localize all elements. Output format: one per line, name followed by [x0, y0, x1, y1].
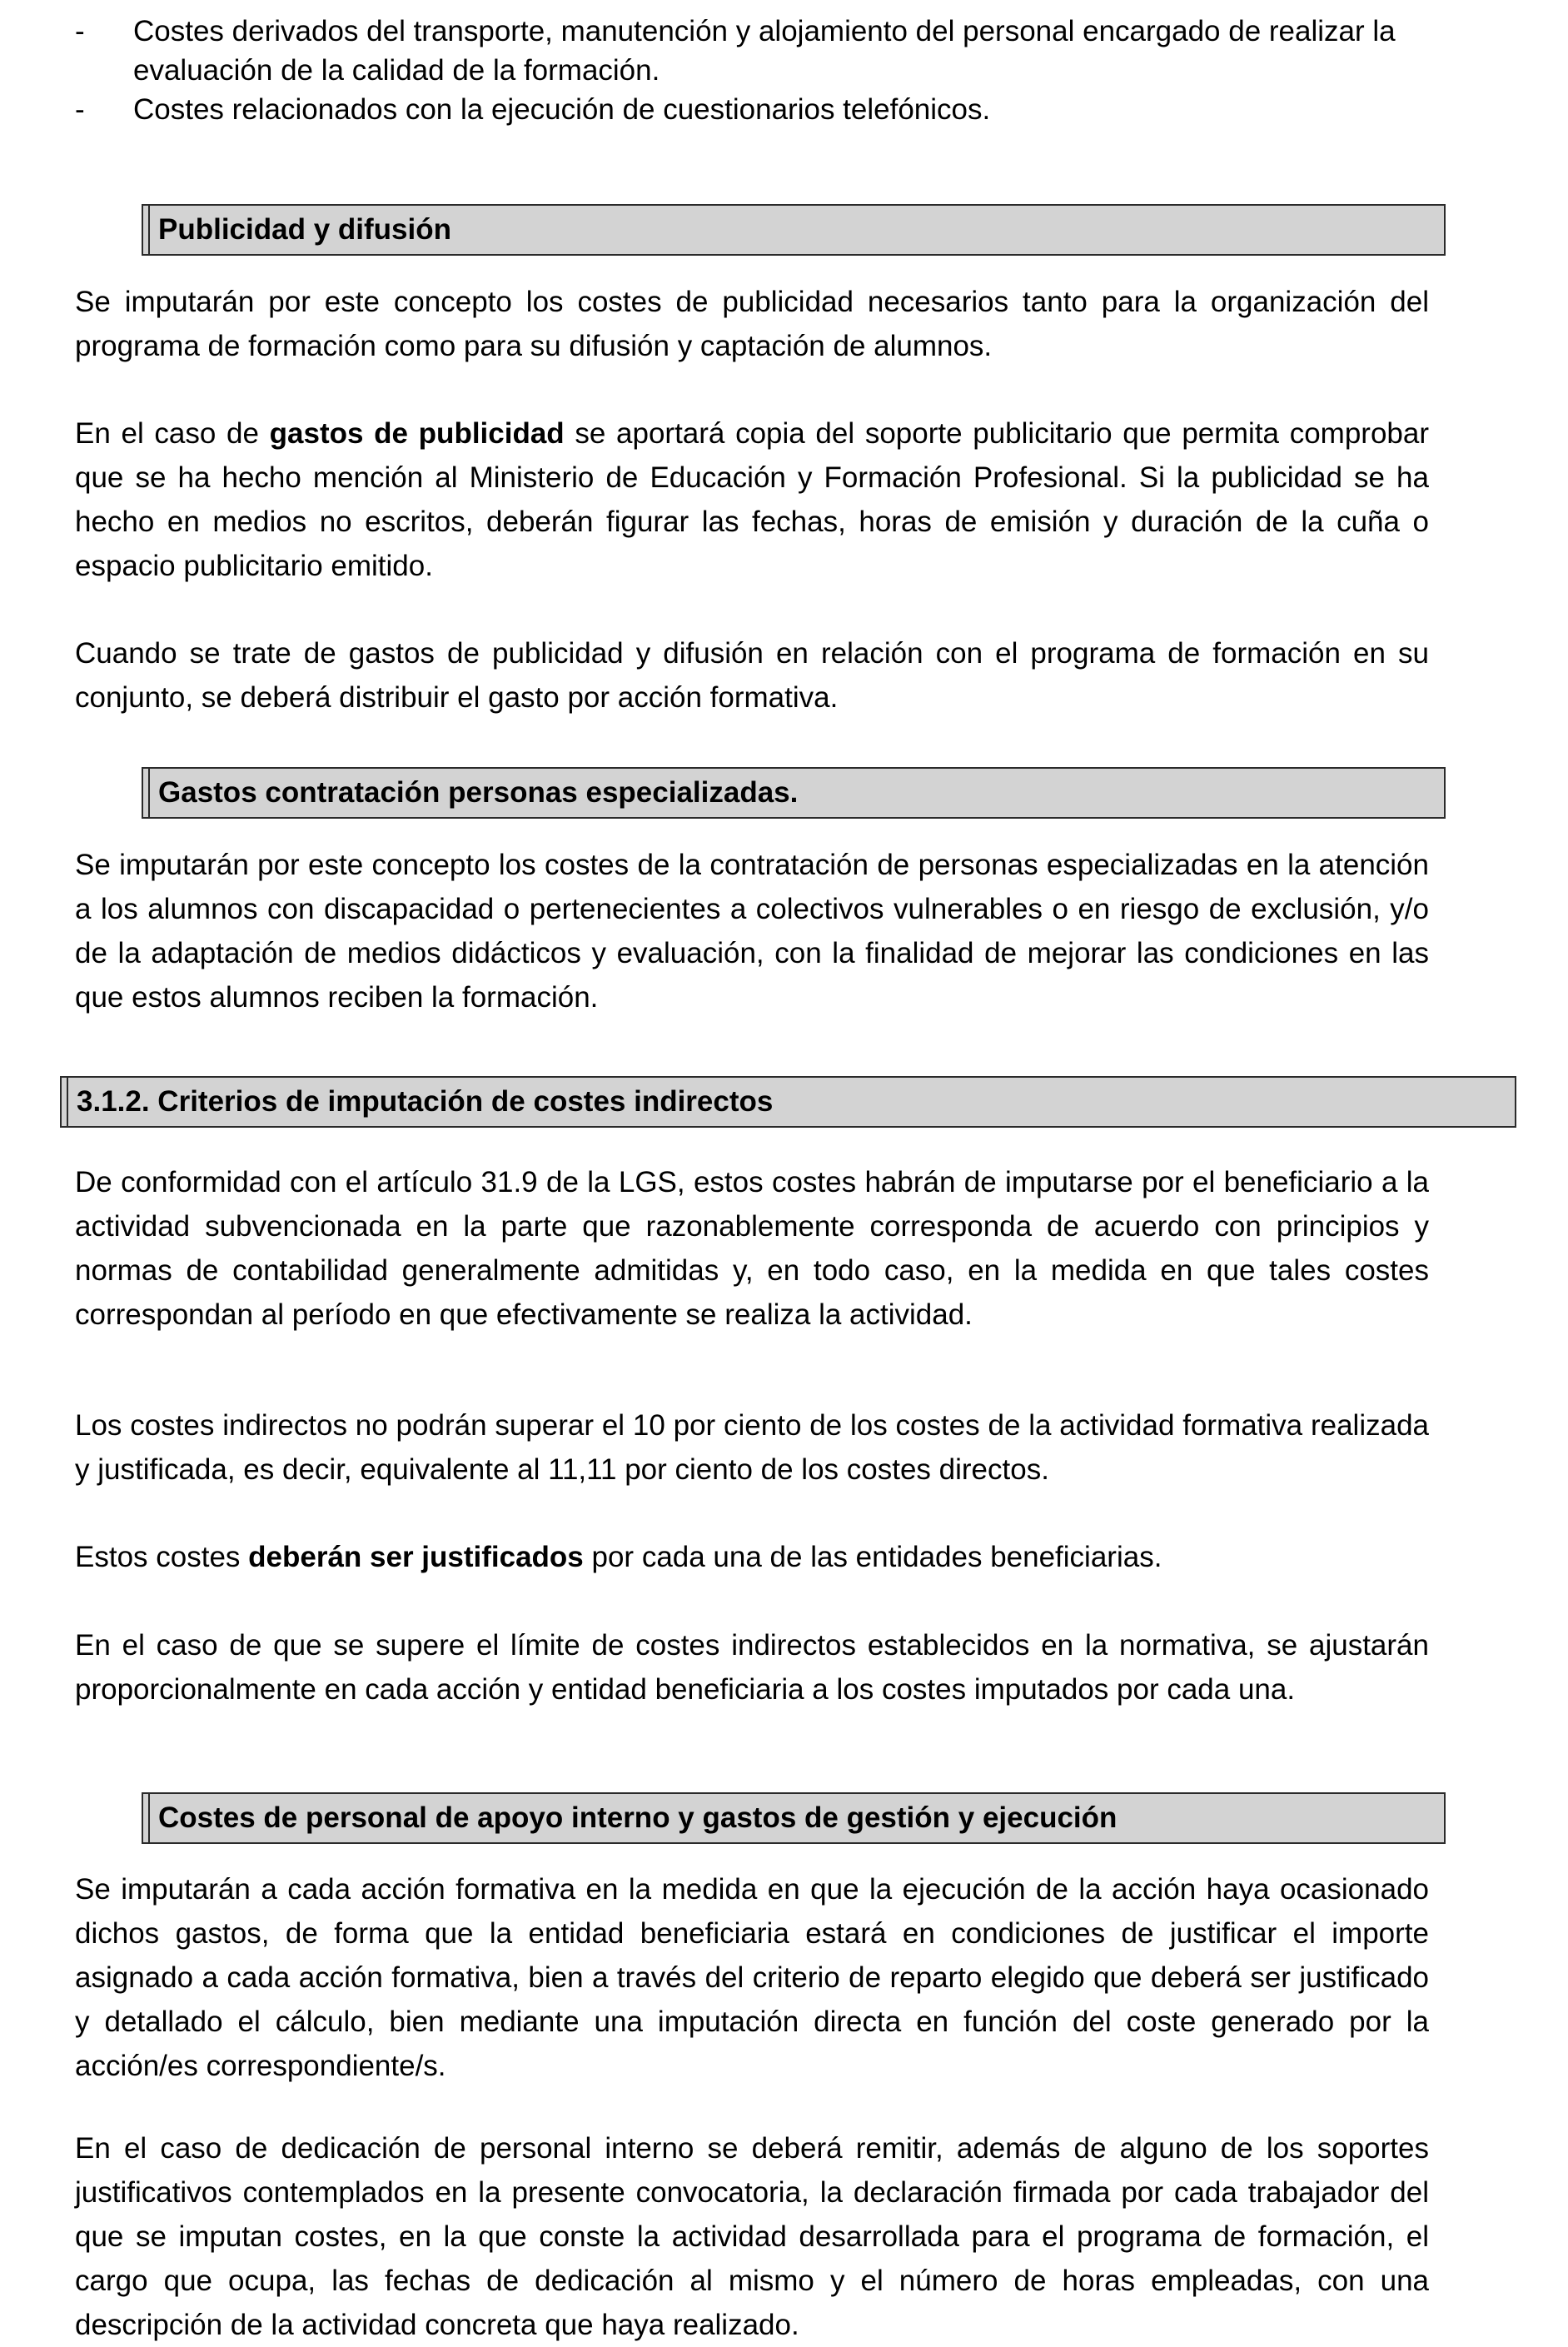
text-run: se aportará copia del soporte publicitario que permita comprobar que se ha hecho mención al Ministerio de Educación y Formación Profesional. Si la publicidad se ha hecho en medios no escritos, deberán figurar las fechas, horas de emisión y duración de la cuña o espacio publicitario emitido.	[75, 417, 1429, 582]
list-item	[75, 12, 1441, 90]
paragraph-indirectos-limite: Los costes indirectos no podrán superar el 10 por ciento de los costes de la actividad formativa realizada y justificada, es decir, equivalente al 11,11 por ciento de los costes directos.	[75, 1409, 1429, 1486]
text-run: Estos costes	[75, 1541, 249, 1573]
paragraph-publicidad-concepto: Se imputarán por este concepto los costes de publicidad necesarios tanto para la organización del programa de formación como para su difusión y captación de alumnos.	[75, 286, 1429, 362]
list-item	[75, 90, 1441, 129]
list-item-text: Costes relacionados con la ejecución de cuestionarios telefónicos.	[133, 93, 991, 126]
text-run: En el caso de	[75, 417, 270, 450]
paragraph-indirectos-lgs: De conformidad con el artículo 31.9 de la LGS, estos costes habrán de imputarse por el beneficiario a la actividad subvencionada en la parte que razonablemente corresponda de acuerdo con principios y normas de contabilidad generalmente admitidas y, en todo caso, en la medida en que tales costes correspondan al período en que efectivamente se realiza la actividad.	[75, 1166, 1429, 1331]
section-heading-publicidad: Publicidad y difusión	[142, 204, 1446, 256]
dash-bullet-icon: -	[75, 15, 85, 47]
paragraph-publicidad-gastos	[75, 411, 1429, 588]
text-run: por cada una de las entidades beneficiarias.	[583, 1541, 1162, 1573]
paragraph-apoyo-personal: En el caso de dedicación de personal interno se deberá remitir, además de alguno de los soportes justificativos contemplados en la presente convocatoria, la declaración firmada por cada trabajador del que se imputan costes, en la que conste la actividad desarrollada para el programa de formación, el cargo que ocupa, las fechas de dedicación al mismo y el número de horas empleadas, con una descripción de la actividad concreta que haya realizado.	[75, 2132, 1429, 2341]
dash-bullet-icon: -	[75, 93, 85, 126]
paragraph-especializadas: Se imputarán por este concepto los costes de la contratación de personas especializadas en la atención a los alumnos con discapacidad o pertenecientes a colectivos vulnerables o en riesgo de exclusión, y/o de la adaptación de medios didácticos y evaluación, con la finalidad de mejorar las condiciones en las que estos alumnos reciben la formación.	[75, 849, 1429, 1014]
paragraph-publicidad-conjunto: Cuando se trate de gastos de publicidad y difusión en relación con el programa de formación en su conjunto, se deberá distribuir el gasto por acción formativa.	[75, 637, 1429, 714]
bold-text: gastos de publicidad	[269, 417, 565, 450]
section-heading-indirectos: 3.1.2. Criterios de imputación de costes indirectos	[60, 1076, 1516, 1128]
cost-bullet-list	[75, 12, 1441, 129]
section-heading-apoyo: Costes de personal de apoyo interno y gastos de gestión y ejecución	[142, 1792, 1446, 1844]
section-heading-especializadas: Gastos contratación personas especializadas.	[142, 767, 1446, 819]
paragraph-indirectos-ajuste: En el caso de que se supere el límite de costes indirectos establecidos en la normativa, se ajustarán proporcionalmente en cada acción y entidad beneficiaria a los costes imputados por cada una.	[75, 1629, 1429, 1706]
list-item-text: Costes derivados del transporte, manutención y alojamiento del personal encargado de realizar la evaluación de la calidad de la formación.	[133, 15, 1396, 87]
paragraph-apoyo-imputacion: Se imputarán a cada acción formativa en la medida en que la ejecución de la acción haya ocasionado dichos gastos, de forma que la entidad beneficiaria estará en condiciones de justificar el importe asignado a cada acción formativa, bien a través del criterio de reparto elegido que deberá ser justificado y detallado el cálculo, bien mediante una imputación directa en función del coste generado por la acción/es correspondiente/s.	[75, 1873, 1429, 2082]
paragraph-indirectos-justificados	[75, 1535, 1429, 1579]
bold-text: deberán ser justificados	[248, 1541, 584, 1573]
